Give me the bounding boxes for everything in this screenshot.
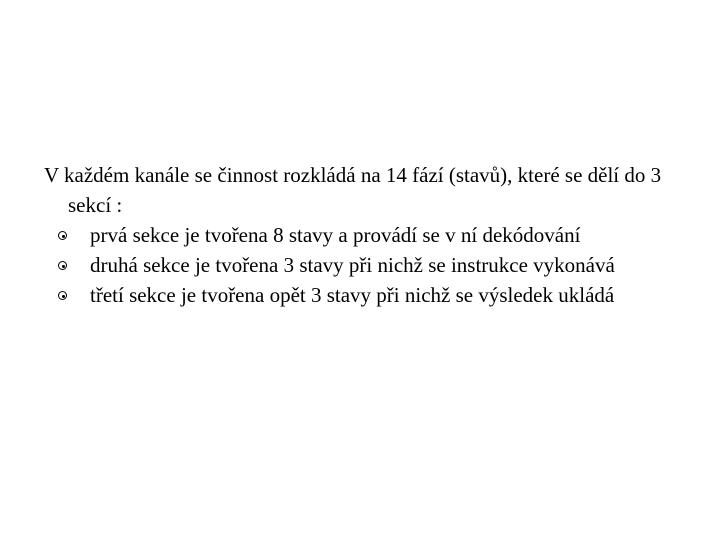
bullet-icon — [58, 231, 67, 240]
list-item — [44, 220, 684, 250]
list-item-text: třetí sekce je tvořena opět 3 stavy při nichž se výsledek ukládá — [90, 283, 615, 307]
list-item — [44, 250, 684, 280]
list-item-text: druhá sekce je tvořena 3 stavy při nichž se instrukce vykonává — [90, 253, 615, 277]
bullet-list — [44, 220, 684, 310]
list-item-text: prvá sekce je tvořena 8 stavy a provádí se v ní dekódování — [90, 223, 581, 247]
list-item — [44, 280, 684, 310]
intro-paragraph: V každém kanále se činnost rozkládá na 14 fází (stavů), které se dělí do 3 sekcí : — [44, 163, 662, 217]
bullet-icon — [58, 261, 67, 270]
bullet-icon — [58, 291, 67, 300]
text-block — [44, 160, 684, 310]
